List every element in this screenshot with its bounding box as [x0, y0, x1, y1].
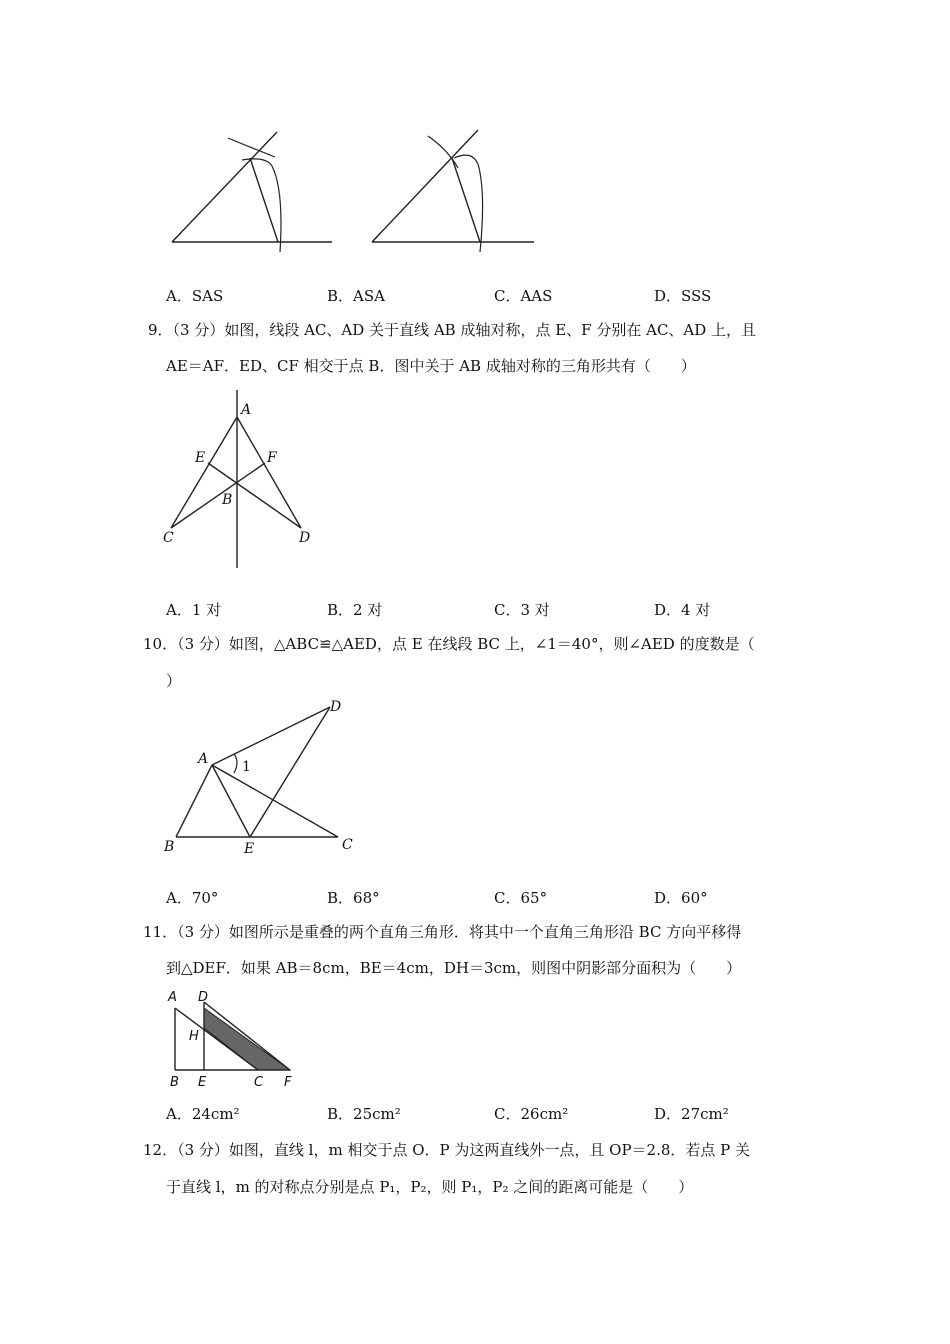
- q10-option-c[interactable]: C．65°: [494, 889, 548, 907]
- ray-line: [172, 132, 277, 242]
- label-f: F: [284, 1075, 292, 1090]
- q9-option-c[interactable]: C．3 对: [494, 601, 550, 619]
- label-d: D: [198, 990, 209, 1005]
- angle-1-arc: [234, 754, 237, 773]
- q10-option-d[interactable]: D．60°: [654, 889, 708, 907]
- q10-option-a[interactable]: A．70°: [166, 889, 219, 907]
- label-b: B: [170, 1075, 179, 1090]
- label-e: E: [198, 1075, 207, 1090]
- q12-stem-line1: 12．（3 分）如图，直线 l，m 相交于点 O．P 为这两直线外一点，且 OP＝2.8．若点 P 关: [143, 1141, 751, 1159]
- segment-ad: [237, 417, 301, 528]
- segment-line: [452, 158, 480, 242]
- q9-stem-line1: 9．（3 分）如图，线段 AC、AD 关于直线 AB 成轴对称，点 E、F 分别在 AC、AD 上，且: [148, 321, 757, 339]
- q11-stem-line1: 11．（3 分）如图所示是重叠的两个直角三角形．将其中一个直角三角形沿 BC 方向平移得: [143, 923, 742, 941]
- q9-figure: [155, 390, 325, 575]
- q8-figure-right: [362, 120, 552, 260]
- q11-stem-line2: 到△DEF．如果 AB＝8cm，BE＝4cm，DH＝3cm，则图中阴影部分面积为（ ）: [166, 959, 742, 977]
- q11-figure: [160, 988, 310, 1090]
- q9-option-d[interactable]: D．4 对: [654, 601, 711, 619]
- q10-stem-line1: 10．（3 分）如图，△ABC≌△AED，点 E 在线段 BC 上，∠1＝40°，则∠AED 的度数是（: [143, 635, 755, 653]
- label-c: C: [254, 1075, 264, 1090]
- label-a: A: [241, 402, 252, 418]
- q10-stem-line2: ）: [166, 672, 182, 690]
- label-b: B: [164, 839, 175, 855]
- label-c: C: [342, 837, 353, 853]
- q12-stem-line2: 于直线 l，m 的对称点分别是点 P₁，P₂，则 P₁，P₂ 之间的距离可能是（ ）: [166, 1178, 694, 1196]
- q8-option-c[interactable]: C．AAS: [494, 287, 553, 305]
- label-c: C: [163, 530, 174, 546]
- q11-option-a[interactable]: A．24cm²: [166, 1105, 240, 1123]
- label-d: D: [330, 699, 342, 715]
- label-h: H: [189, 1029, 199, 1044]
- q8-option-a[interactable]: A．SAS: [166, 287, 224, 305]
- q9-stem-line2: AE＝AF．ED、CF 相交于点 B．图中关于 AB 成轴对称的三角形共有（ ）: [166, 357, 696, 375]
- label-d: D: [299, 530, 311, 546]
- label-f: F: [267, 450, 277, 466]
- q10-option-b[interactable]: B．68°: [327, 889, 380, 907]
- q11-option-d[interactable]: D．27cm²: [654, 1105, 729, 1123]
- label-e: E: [244, 841, 255, 857]
- angle-1-label: 1: [242, 759, 251, 775]
- q10-figure: [160, 695, 370, 860]
- label-a: A: [168, 990, 177, 1005]
- q9-option-b[interactable]: B．2 对: [327, 601, 383, 619]
- q8-option-d[interactable]: D．SSS: [654, 287, 712, 305]
- segment-ab: [176, 765, 212, 837]
- q9-option-a[interactable]: A．1 对: [166, 601, 222, 619]
- label-b: B: [222, 492, 233, 508]
- ray-line: [372, 130, 478, 242]
- q11-option-b[interactable]: B．25cm²: [327, 1105, 401, 1123]
- large-arc: [242, 159, 281, 252]
- label-a: A: [198, 751, 209, 767]
- q11-option-c[interactable]: C．26cm²: [494, 1105, 569, 1123]
- segment-cf: [171, 463, 265, 528]
- label-e: E: [195, 450, 206, 466]
- segment-ac: [171, 417, 237, 528]
- q8-option-b[interactable]: B．ASA: [327, 287, 385, 305]
- q8-figure-left: [160, 120, 350, 260]
